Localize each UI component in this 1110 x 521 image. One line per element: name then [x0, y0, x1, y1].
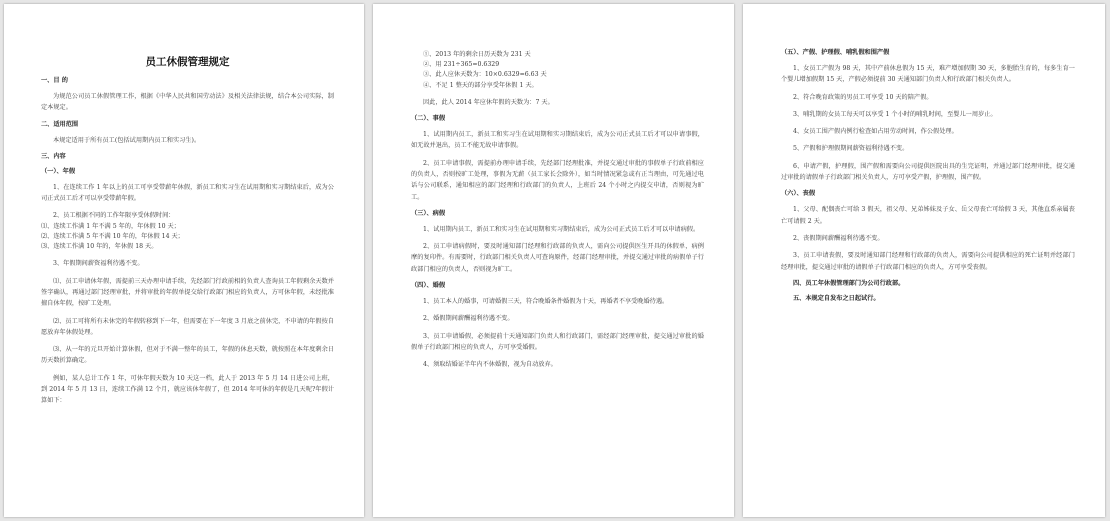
paragraph: 2、员工申请事假，需提前办理申请手续，先经部门经理批准，并提交通过审批的事假单子行政前相应的负责人，否则按旷工处理，事假为无薪（员工家长会除外），如当时情况紧急或有正当理由，可先通过电话与公司联系，通知相应的部门经理和行政部门的负责人，上班后 24 个小时之内提交申请，否则视为旷工。 [411, 159, 704, 201]
section-heading: 四、员工年休假管理部门为公司行政部。 [793, 279, 905, 287]
paragraph: 本规定适用于所有员工(包括试用期内员工和实习生)。 [53, 136, 201, 144]
section-heading: 一、目 的 [41, 77, 68, 84]
subsection-heading: （六）、丧假 [781, 190, 816, 198]
paragraph: 1、父母、配偶丧亡可给 3 假天，祖父母、兄弟姊妹及子女、岳父母丧亡可给假 3 天，其他直系亲属丧亡可请假 2 天。 [781, 206, 1075, 225]
paragraph: 2、丧假期间薪酬福利待遇不变。 [793, 234, 884, 242]
paragraph: 2、符合晚育政策的男员工可享受 10 天的陪产假。 [793, 93, 933, 101]
paragraph: 3、年假期间薪资福利待遇不变。 [53, 260, 144, 268]
list-item: ④、不足 1 整天的部分享受年休假 1 天。 [423, 81, 538, 89]
paragraph: 1、试用期内员工，新员工和实习生在试用期和实习期结束后，成为公司正式员工后才可以申请病假。 [423, 225, 700, 233]
paragraph: 4、须取结婚证半年内不休婚假，视为自动放弃。 [423, 361, 557, 369]
paragraph: 3、哺乳期的女员工每天可以享受 1 个小时的哺乳时间，至婴儿一周岁止。 [793, 110, 997, 118]
document-page-2 [373, 4, 734, 517]
section-heading: 三、内容 [41, 152, 66, 160]
paragraph: 6、申请产假，护理假，围产假和需要向公司提供医院出具的生完证明，并通过部门经理审批，提交通过审批的请假单子行政部门相关负责人，方可享受产假，护理假，围产假。 [781, 162, 1075, 182]
paragraph: 3、员工申请丧假，要及时通知部门经理和行政部的负责人，需要向公司提供相应的死亡证明并经部门经理审批，提交通过审批的请假单子行政部门相应的负责人，方可享受丧假。 [781, 252, 1075, 271]
paragraph: 1、在连续工作 1 年以上的员工可享受带薪年休假，新员工和实习生在试用期和实习期结束后，成为公司正式员工后才可以享受带薪年假。 [41, 183, 334, 203]
list-item: ①、2013 年的剩余日历天数为 231 天 [423, 51, 531, 58]
subsection-heading: （五）、产假、护理假、哺乳假和围产假 [781, 49, 890, 56]
subsection-heading: （三）、病假 [411, 209, 446, 217]
subsection-heading: （一）、年假 [41, 167, 76, 175]
list-item: ⑵、连续工作满 5 年不满 10 年的，年休假 14 天； [41, 232, 184, 240]
paragraph: 3、员工申请婚假，必须提前十天通知部门负责人和行政部门，需经部门经理审批，提交通过审批的婚假单子行政部门相应的负责人，方可享受婚假。 [411, 332, 704, 351]
document-page-3 [743, 4, 1105, 517]
paragraph: 因此，此人 2014 年应休年假的天数为：7 天。 [423, 98, 554, 106]
subsection-heading: （四）、婚假 [411, 282, 446, 290]
paragraph: ⑶、从一年的元旦开始计算休假，但对于不满一整年的员工，年假的休息天数，就按照在本年度剩余日历天数折算确定。 [41, 346, 334, 365]
paragraph: 例如，某人总计工作 1 年，可休年假天数为 10 天这一档，此人于 2013 年 5 月 14 日进公司上班，到 2014 年 5 月 13 日，连续工作满 12 个月，就应该休年假了，但 2014 年可休的年假是几天呢?年假计算如下： [41, 374, 334, 405]
list-item: ⑴、连续工作满 1 年不满 5 年的，年休假 10 天； [41, 222, 180, 230]
paragraph: ⑵、员工可将所有未休完的年假转移到下一年，但需要在下一年度 3 月底之前休完，不申请的年假按自愿放弃年休假处理。 [41, 317, 334, 336]
paragraph: 2、员工申请病假时，要及时通知部门经理和行政部的负责人，需向公司提供医生开具的休假单，病例摩的复印件。有需要时，行政部门相关负责人可查询原件，经部门经理审批，并提交通过审批的病假单子行政部门相应的负责人，否则视为旷工。 [411, 243, 704, 273]
paragraph: 2、婚假期间薪酬福利待遇不变。 [423, 315, 514, 323]
paragraph: 5、产假和护理假期间薪资福利待遇不变。 [793, 145, 909, 153]
section-heading: 二、适用范围 [41, 120, 79, 128]
list-item: ③、此人应休天数为：10×0.6329=6.63 天 [423, 71, 547, 79]
paragraph: 1、员工本人的婚事，可请婚假三天，符合晚婚条件婚假为十天，再婚者不享受晚婚待遇。 [423, 298, 669, 306]
document-title: 员工休假管理规定 [145, 56, 230, 68]
paragraph: 2、员工根据不同的工作年限享受休假时间： [53, 212, 175, 220]
paragraph: ⑴、员工申请休年假，需提前三天办理申请手续，先经部门行政前相的负责人查询员工年假剩余天数并签字确认，再通过部门经理审批，并将审批的年假单提交给行政部门相应的负责人，方可休年假，未经批准擅自休年假，按旷工处理。 [41, 277, 334, 308]
paragraph: 1、试用期内员工，新员工和实习生在试用期和实习期结束后，成为公司正式员工后才可以申请事假，如无故并退出，员工不能无故申请事假。 [411, 131, 704, 150]
paragraph: 1、女员工产假为 98 天，其中产前休息假为 15 天，难产增加假期 30 天，多胞胎生育的，每多生育一个婴儿增加假期 15 天，产假必须提前 30 天通知部门负责人和行政部门相关负责人。 [781, 65, 1075, 84]
paragraph: 4、女员工围产假内例行检查如占用劳动时间，作公假处理。 [793, 128, 958, 136]
list-item: ⑶、连续工作满 10 年的，年休假 18 天。 [41, 243, 158, 251]
document-page-1 [4, 4, 364, 517]
subsection-heading: （二）、事假 [411, 115, 446, 123]
section-heading: 五、本规定自发布之日起试行。 [793, 294, 880, 302]
list-item: ②、用 231÷365=0.6329 [423, 61, 500, 69]
paragraph: 为规范公司员工休假管理工作，根据《中华人民共和国劳动法》及相关法律法规，结合本公司实际，制定本规定。 [41, 93, 334, 112]
